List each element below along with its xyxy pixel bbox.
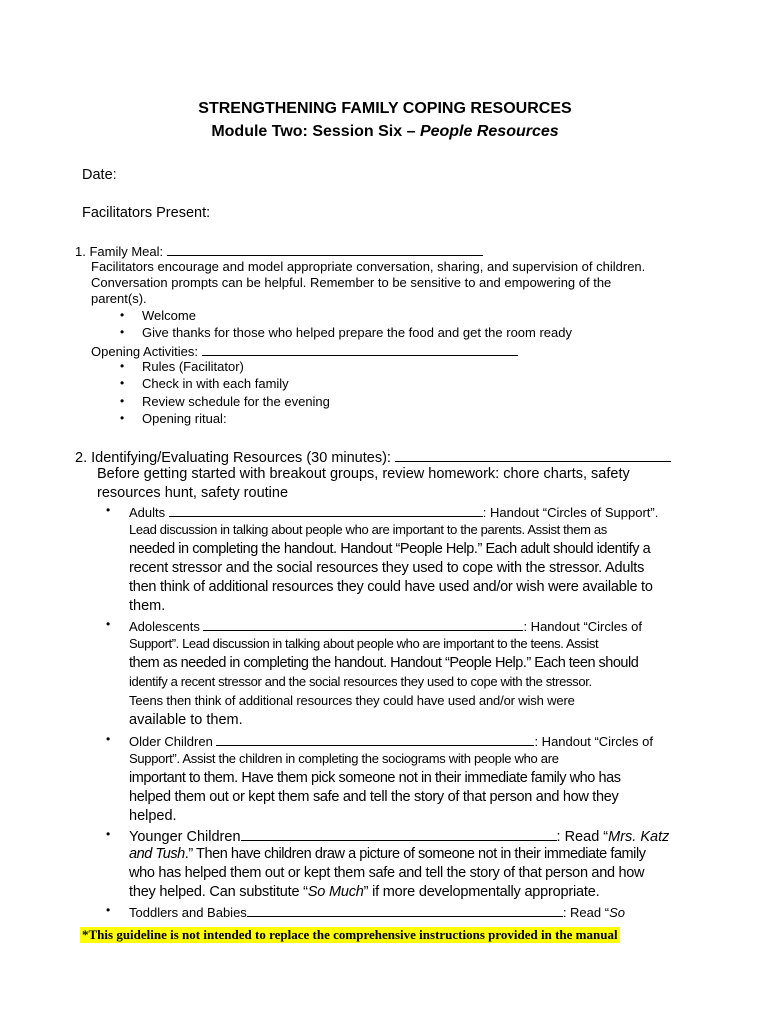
list-item: Opening ritual: bbox=[142, 411, 227, 426]
list-item: Rules (Facilitator) bbox=[142, 359, 244, 374]
list-item: Welcome bbox=[142, 308, 196, 323]
adolescents-line: identify a recent stressor and the social resources they used to cope with the stressor. bbox=[129, 674, 592, 689]
younger-blank[interactable] bbox=[241, 827, 557, 841]
toddlers-blank[interactable] bbox=[247, 903, 563, 917]
footer-disclaimer: *This guideline is not intended to replace the comprehensive instructions provided in the manual bbox=[82, 927, 618, 942]
older-line: helped. bbox=[129, 808, 177, 824]
younger-line bbox=[129, 846, 646, 862]
younger-line: who has helped them out or kept them safe and tell the story of that person and how bbox=[129, 865, 645, 881]
section2-intro: Before getting started with breakout groups, review homework: chore charts, safety bbox=[97, 466, 630, 482]
younger-line2-rest: .” Then have children draw a picture of someone not in their immediate family bbox=[184, 846, 646, 862]
bullet-icon: • bbox=[120, 411, 125, 425]
adults-line: then think of additional resources they could have used and/or wish were available to bbox=[129, 579, 653, 595]
older-line: helped them out or kept them safe and tell the story of that person and how they bbox=[129, 789, 619, 805]
section2-intro: resources hunt, safety routine bbox=[97, 485, 289, 501]
adults-item-head bbox=[129, 503, 658, 520]
section2-blank[interactable] bbox=[395, 448, 671, 462]
bullet-icon: • bbox=[120, 359, 125, 373]
toddlers-item-head bbox=[129, 903, 625, 920]
date-label: Date: bbox=[82, 167, 117, 183]
document-title: STRENGTHENING FAMILY COPING RESOURCES bbox=[198, 100, 572, 117]
older-line: Support”. Assist the children in completing the sociograms with people who are bbox=[129, 751, 559, 766]
section1-line: parent(s). bbox=[91, 291, 147, 306]
bullet-icon: • bbox=[120, 394, 125, 408]
younger-item-head bbox=[129, 827, 669, 845]
list-item: Review schedule for the evening bbox=[142, 394, 330, 409]
younger-label: Younger Children bbox=[129, 829, 241, 845]
section1-line: Facilitators encourage and model appropriate conversation, sharing, and supervision of children. bbox=[91, 259, 646, 274]
adults-line: them. bbox=[129, 598, 166, 614]
bullet-icon: • bbox=[106, 503, 111, 517]
bullet-icon: • bbox=[106, 617, 111, 631]
younger-alt-book: So Much bbox=[307, 884, 364, 900]
bullet-icon: • bbox=[120, 376, 125, 390]
younger-read-prefix: : Read “ bbox=[556, 829, 609, 845]
younger-line bbox=[129, 884, 599, 900]
adolescents-item-head bbox=[129, 617, 642, 634]
younger-line4-prefix: they helped. Can substitute “ bbox=[129, 884, 308, 900]
toddlers-label: Toddlers and Babies bbox=[129, 905, 247, 920]
adolescents-blank[interactable] bbox=[203, 617, 523, 631]
bullet-icon: • bbox=[120, 308, 125, 322]
older-label: Older Children bbox=[129, 734, 213, 749]
family-meal-blank[interactable] bbox=[167, 242, 483, 256]
adolescents-line: them as needed in completing the handout. Handout “People Help.” Each teen should bbox=[129, 655, 639, 671]
older-blank[interactable] bbox=[216, 732, 534, 746]
older-line: important to them. Have them pick someone not in their immediate family who has bbox=[129, 770, 621, 786]
younger-book-title-cont: and Tush bbox=[129, 846, 185, 862]
adults-line: needed in completing the handout. Handout “People Help.” Each adult should identify a bbox=[129, 541, 651, 557]
document-subtitle bbox=[0, 123, 770, 141]
older-item-head bbox=[129, 732, 653, 749]
adults-handout: : Handout “Circles of Support”. bbox=[482, 505, 659, 520]
bullet-icon: • bbox=[106, 903, 111, 917]
adults-line: Lead discussion in talking about people who are important to the parents. Assist them as bbox=[129, 522, 607, 537]
adolescents-line: available to them. bbox=[129, 712, 243, 728]
subtitle-prefix: Module Two: Session Six – bbox=[211, 123, 420, 140]
list-item: Check in with each family bbox=[142, 376, 289, 391]
section2-heading-text: 2. Identifying/Evaluating Resources (30 minutes): bbox=[75, 450, 391, 466]
older-handout: : Handout “Circles of bbox=[534, 734, 653, 749]
section1-heading bbox=[75, 242, 483, 259]
adolescents-handout: : Handout “Circles of bbox=[523, 619, 642, 634]
bullet-icon: • bbox=[106, 732, 111, 746]
younger-line4-suffix: ” if more developmentally appropriate. bbox=[363, 884, 600, 900]
section1-line: Conversation prompts can be helpful. Remember to be sensitive to and empowering of the bbox=[91, 275, 612, 290]
bullet-icon: • bbox=[106, 827, 111, 841]
younger-book-title: Mrs. Katz bbox=[608, 829, 670, 845]
adolescents-label: Adolescents bbox=[129, 619, 200, 634]
opening-activities bbox=[91, 342, 518, 359]
bullet-icon: • bbox=[120, 325, 125, 339]
adults-blank[interactable] bbox=[169, 503, 483, 517]
toddlers-book-title: So bbox=[609, 905, 625, 920]
adults-label: Adults bbox=[129, 505, 166, 520]
subtitle-italic: People Resources bbox=[419, 123, 559, 140]
opening-activities-blank[interactable] bbox=[202, 342, 518, 356]
list-item: Give thanks for those who helped prepare the food and get the room ready bbox=[142, 325, 572, 340]
section1-heading-text: 1. Family Meal: bbox=[75, 244, 164, 259]
toddlers-read-prefix: : Read “ bbox=[562, 905, 610, 920]
adults-line: recent stressor and the social resources they used to cope with the stressor. Adults bbox=[129, 560, 645, 576]
adolescents-line: Teens then think of additional resources they could have used and/or wish were bbox=[129, 693, 575, 708]
facilitators-label: Facilitators Present: bbox=[82, 205, 211, 221]
section2-heading bbox=[75, 448, 671, 466]
opening-activities-label: Opening Activities: bbox=[91, 344, 198, 359]
adolescents-line: Support”. Lead discussion in talking about people who are important to the teens. Assist bbox=[129, 636, 599, 651]
